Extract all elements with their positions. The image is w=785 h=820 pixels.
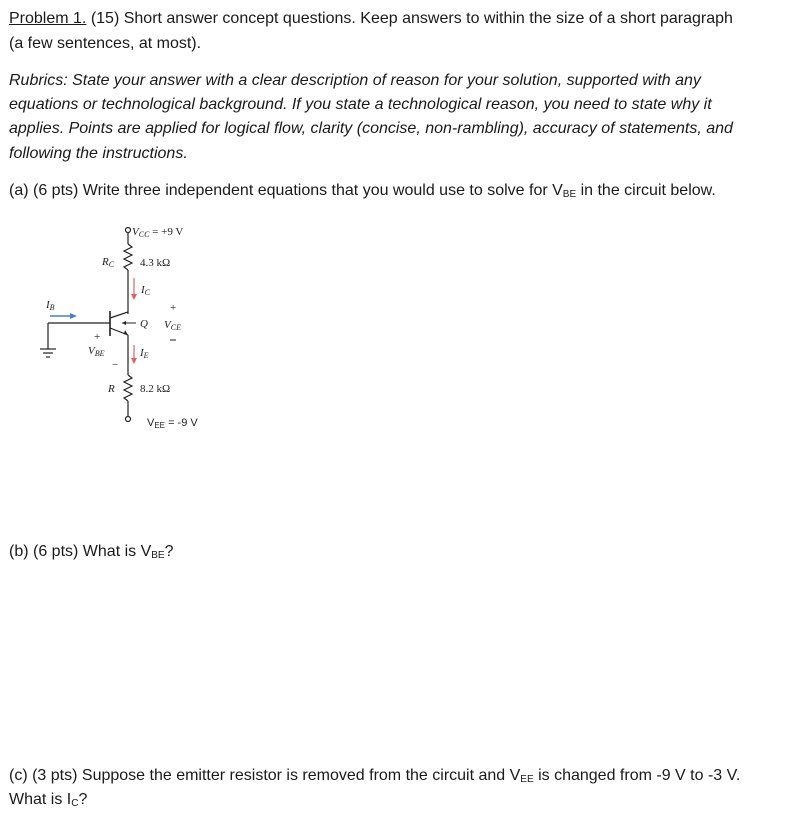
re-value: 8.2 kΩ	[140, 383, 171, 395]
vce-plus-sign: +	[170, 302, 177, 314]
part-c-line2-sub: C	[71, 798, 79, 809]
rc-value: 4.3 kΩ	[140, 257, 171, 269]
part-b-text-after: ?	[164, 543, 174, 560]
vee-terminal	[126, 417, 131, 422]
part-c-question-line-1	[9, 766, 740, 790]
q-label: Q	[140, 318, 148, 330]
part-a-text: (a) (6 pts) Write three independent equations that you would use to solve for V	[9, 182, 563, 199]
part-a-text-after: in the circuit below.	[576, 182, 716, 199]
vbe-label: VBE	[88, 345, 105, 358]
vee-label: VEE = -9 V	[147, 417, 198, 430]
rubric-line-1: Rubrics: State your answer with a clear description of reason for your solution, supported with any	[9, 72, 701, 89]
vcc-label: VCC = +9 V	[132, 226, 184, 239]
problem-number: Problem 1.	[9, 10, 87, 27]
problem-intro-line-2: (a few sentences, at most).	[9, 35, 202, 52]
bjt-circuit-diagram	[30, 218, 220, 436]
ib-label: IB	[46, 299, 55, 312]
rubric-line-2: equations or technological background. If you state a technological reason, you need to state why it	[9, 96, 712, 113]
part-c-line2-text: What is I	[9, 791, 72, 808]
part-c-question-line-2	[9, 790, 87, 814]
rc-resistor	[124, 244, 132, 270]
part-a-sub: BE	[562, 189, 577, 200]
part-b-text: (b) (6 pts) What is V	[9, 543, 152, 560]
vbe-minus-sign: −	[112, 359, 119, 371]
ie-label: IE	[140, 347, 149, 360]
vce-label: VCE	[164, 319, 181, 332]
part-b-sub: BE	[151, 550, 165, 561]
rubric-line-3: applies. Points are applied for logical flow, clarity (concise, non-rambling), accuracy of statements, and	[9, 120, 733, 137]
rc-label: RC	[102, 256, 115, 269]
vbe-plus-sign: +	[94, 331, 101, 343]
vcc-terminal	[126, 228, 131, 233]
part-c-sub: EE	[520, 774, 534, 785]
part-b-question	[9, 542, 174, 566]
re-resistor	[124, 375, 132, 401]
rubric-line-4: following the instructions.	[9, 145, 188, 162]
q-pointer-arrow	[122, 321, 126, 325]
part-c-text: (c) (3 pts) Suppose the emitter resistor is removed from the circuit and V	[9, 767, 521, 784]
part-c-text-after: is changed from -9 V to -3 V.	[533, 767, 741, 784]
problem-intro-text: (15) Short answer concept questions. Keep answers to within the size of a short paragraph	[86, 10, 733, 27]
ic-label: IC	[141, 284, 151, 297]
part-a-question	[9, 181, 716, 205]
part-c-line2-after: ?	[78, 791, 88, 808]
re-label: R	[108, 383, 115, 395]
problem-intro-line-1	[9, 9, 733, 29]
